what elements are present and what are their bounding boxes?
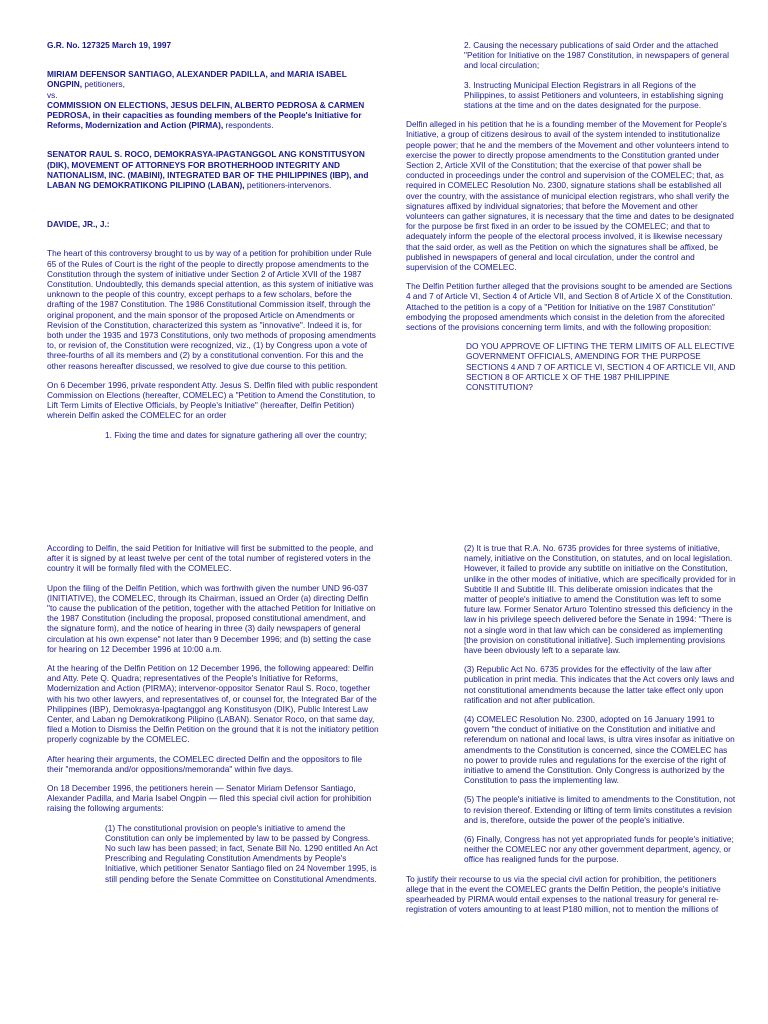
page-1-right-column bbox=[406, 40, 738, 410]
list-item-2: 2. Causing the necessary publications of said Order and the attached "Petition for Initiative on the 1987 Constitution, in newspapers of general and local circulation; bbox=[464, 40, 729, 71]
paragraph-after-hearing: After hearing their arguments, the COMELEC directed Delfin and the oppositors to file their "memoranda and/or oppositions/memoranda" within five days. bbox=[47, 753, 362, 774]
page-2-right-column bbox=[406, 543, 738, 1013]
ponente: DAVIDE, JR., J.: bbox=[47, 219, 110, 230]
paragraph-provisions-amended: The Delfin Petition further alleged that the provisions sought to be amended are Sections 4 and 7 of Article VI, Section 4 of Article VII, and Section 8 of Article X of the Constitution. Attached to the petition is a copy of a "Petition for Initiative on the 1987 Constitution" embodying the proposed amendments which consist in the deletion from the aforecited sections of the provisions concerning term limits, and with the following proposition: bbox=[406, 281, 733, 333]
argument-5: (5) The people's initiative is limited to amendments to the Constitution, not to revision thereof. Extending or lifting of term limits constitutes a revision and is, therefore, outside the power of the people's initiative. bbox=[464, 794, 736, 825]
page-2 bbox=[0, 512, 768, 1024]
paragraph-according-to-delfin: According to Delfin, the said Petition for Initiative will first be submitted to the people, and after it is signed by at least twelve per cent of the total number of registered voters in the country it will be formally filed with the COMELEC. bbox=[47, 543, 374, 574]
paragraph-upon-filing: Upon the filing of the Delfin Petition, which was forthwith given the number UND 96-037 (INITIATIVE), the COMELEC, through its Chairman, issued an Order (a) directing Delfin "to cause the publication of the petition, together with the attached Petition for Initiative on the 1987 Constitution (including the proposal, proposed constitutional amendment, and the signature form), and the notice of hearing in three (3) daily newspapers of general circulation at his own expense" not later than 9 December 1996; and (b) setting the case for hearing on 12 December 1996 at 10:00 a.m. bbox=[47, 582, 376, 654]
page-1-left-column bbox=[47, 40, 379, 440]
argument-4: (4) COMELEC Resolution No. 2300, adopted on 16 January 1991 to govern "the conduct of initiative on the Constitution and initiative and referendum on national and local laws, is ultra vires insofar as initiative on amendments to the Constitution is concerned, since the COMELEC has no power to provide rules and regulations for the exercise of the right of initiative to amend the Constitution. Only Congress is authorized by the Constitution to pass the implementing law. bbox=[464, 714, 735, 786]
argument-2: (2) It is true that R.A. No. 6735 provides for three systems of initiative, namely, initiative on the Constitution, on statutes, and on local legislation. However, it failed to provide any subtitle on initiative on the Constitution, unlike in the other modes of initiative, which are specifically provided for in Subtitle II and Subtitle III. This deliberate omission indicates that the matter of people's initiative to amend the Constitution was left to some future law. Former Senator Arturo Tolentino stressed this deficiency in the law in his privilege speech delivered before the Senate in 1994: "There is not a single word in that law which can be considered as implementing [the provision on constitutional initiative]. Such implementing provisions have been obviously left to a separate law. bbox=[464, 543, 736, 656]
paragraph-delfin-alleged: Delfin alleged in his petition that he is a founding member of the Movement for People's Initiative, a group of citizens desirous to avail of the system intended to institutionalize people power; that he and the members of the Movement and other volunteers intend to exercise the power to directly propose amendments to the Constitution granted under Section 2, Article XVII of the Constitution; that the exercise of that power shall be conducted in proceedings under the control and supervision of the COMELEC; that, as required in COMELEC Resolution No. 2300, signature stations shall be established all over the country, with the assistance of municipal election registrars, who shall verify the signatures affixed by individual signatories; that before the Movement and other volunteers can gather signatures, it is necessary that the time and dates to be designated for the purpose be first fixed in an order to be issued by the COMELEC; and that to adequately inform the people of the electoral process involved, it is likewise necessary that the said order, as well as the Petition on which the signatures shall be affixed, be published in newspapers of general and local circulation, under the control and supervision of the COMELEC. bbox=[406, 119, 734, 273]
parties-respondents: COMMISSION ON ELECTIONS, JESUS DELFIN, ALBERTO PEDROSA & CARMEN PEDROSA, in their capacities as founding members of the People's Initiative for Reforms, Modernization and Action (PIRMA), respondents. bbox=[47, 99, 365, 131]
list-item-1: 1. Fixing the time and dates for signature gathering all over the country; bbox=[105, 429, 367, 440]
versus: vs. bbox=[47, 89, 58, 100]
gr-number: G.R. No. 127325 March 19, 1997 bbox=[47, 40, 172, 50]
paragraph-justify-recourse: To justify their recourse to us via the special civil action for prohibition, the petitioners allege that in the event the COMELEC grants the Delfin Petition, the people's initiative spearheaded by PIRMA would entail expenses to the national treasury for general re-registration of voters amounting to at least P180 million, not to mention the millions of bbox=[406, 873, 721, 915]
parties-petitioners: MIRIAM DEFENSOR SANTIAGO, ALEXANDER PADILLA, and MARIA ISABEL ONGPIN, petitioners, bbox=[47, 69, 347, 90]
proposition: DO YOU APPROVE OF LIFTING THE TERM LIMITS OF ALL ELECTIVE GOVERNMENT OFFICIALS, AMENDING FOR THE PURPOSE SECTIONS 4 AND 7 OF ARTICLE VI, SECTION 4 OF ARTICLE VII, AND SECTION 8 OF ARTICLE X OF THE 1987 PHILIPPINE CONSTITUTION? bbox=[466, 341, 736, 393]
argument-3: (3) Republic Act No. 6735 provides for the effectivity of the law after publication in print media. This indicates that the Act covers only laws and not constitutional amendments because the latter take effect only upon ratification and not after publication. bbox=[464, 664, 735, 705]
paragraph-heart-of-controversy: The heart of this controversy brought to us by way of a petition for prohibition under Rule 65 of the Rules of Court is the right of the people to directly propose amendments to the Constitution through the system of initiative under Section 2 of Article XVII of the 1987 Constitution. Undoubtedly, this demands special attention, as this system of initiative was unknown to the people of this country, except perhaps to a few scholars, before the drafting of the 1987 Constitution. The 1986 Constitutional Commission itself, through the original proponent, and the main sponsor of the proposed Article on Amendments or Revision of the Constitution, characterized this system as "innovative". Indeed it is, for both under the 1935 and 1973 Constitutions, only two methods of proposing amendments to, or revision of, the Constitution were recognized, viz., (1) by Congress upon a vote of three-fourths of all its members and (2) by a constitutional convention. For this and the other reasons hereafter discussed, we resolved to give due course to this petition. bbox=[47, 248, 376, 371]
parties-intervenors: SENATOR RAUL S. ROCO, DEMOKRASYA-IPAGTANGGOL ANG KONSTITUSYON (DIK), MOVEMENT OF ATTORNEYS FOR BROTHERHOOD INTEGRITY AND NATIONALISM, INC. (MABINI), INTEGRATED BAR OF THE PHILIPPINES (IBP), and LABAN NG DEMOKRATIKONG PILIPINO (LABAN), petitioners-intervenors. bbox=[47, 149, 369, 191]
list-item-3: 3. Instructing Municipal Election Registrars in all Regions of the Philippines, to assist Petitioners and volunteers, in establishing signing stations at the time and on the dates designated for the purpose. bbox=[464, 79, 724, 111]
paragraph-petitioners-filed: On 18 December 1996, the petitioners herein — Senator Miriam Defensor Santiago, Alexander Padilla, and Maria Isabel Ongpin — filed this special civil action for prohibition raising the following arguments: bbox=[47, 783, 372, 814]
paragraph-hearing: At the hearing of the Delfin Petition on 12 December 1996, the following appeared: Delfin and Atty. Pete Q. Quadra; representatives of the People's Initiative for Reforms, Modernization and Action (PIRMA); intervenor-oppositor Senator Raul S. Roco, together with his two other lawyers, and representatives of, or counsel for, the Integrated Bar of the Philippines (IBP), Demokrasya-Ipagtanggol ang Konstitusyon (DIK), Public Interest Law Center, and Laban ng Demokratikong Pilipino (LABAN). Senator Roco, on that same day, filed a Motion to Dismiss the Delfin Petition on the ground that it is not the initiatory petition properly cognizable by the COMELEC. bbox=[47, 663, 379, 745]
argument-1: (1) The constitutional provision on people's initiative to amend the Constitution can only be implemented by law to be passed by Congress. No such law has been passed; in fact, Senate Bill No. 1290 entitled An Act Prescribing and Regulating Constitution Amendments by People's Initiative, which petitioner Senator Santiago filed on 24 November 1995, is still pending before the Senate Committee on Constitutional Amendments. bbox=[105, 822, 378, 884]
argument-6: (6) Finally, Congress has not yet appropriated funds for people's initiative; neither the COMELEC nor any other government department, agency, or office has realigned funds for the purpose. bbox=[464, 834, 734, 865]
page-2-left-column bbox=[47, 543, 379, 963]
paragraph-delfin-petition-filed: On 6 December 1996, private respondent Atty. Jesus S. Delfin filed with public respondent Commission on Elections (hereafter, COMELEC) a "Petition to Amend the Constitution, to Lift Term Limits of Elective Officials, by People's Initiative" (hereafter, Delfin Petition) wherein Delfin asked the COMELEC for an order bbox=[47, 379, 378, 421]
